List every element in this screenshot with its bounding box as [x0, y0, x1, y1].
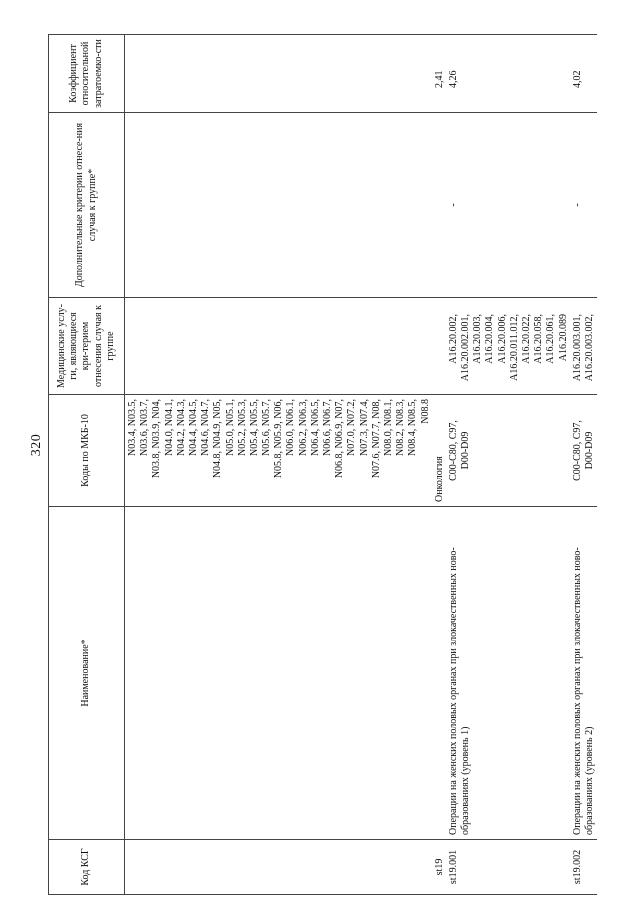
- table-row: [447, 35, 571, 895]
- header-mkb: Коды по МКБ-10: [49, 395, 125, 507]
- mkb-line: N08.2, N08.3,: [395, 399, 407, 456]
- mkb-line: N05.6, N05.7,: [261, 399, 273, 456]
- header-services: Медицинские услу-ги, являющиеся кри-терием отнесения случая к группе: [49, 298, 125, 395]
- mkb-line: C00-C80, C97,: [571, 420, 583, 481]
- mkb-line: N05.2, N05.3,: [236, 399, 248, 456]
- service-code: A16.20.003.001,: [571, 314, 583, 382]
- service-code: A16.20.003,: [472, 314, 484, 364]
- mkb-line: N05.8, N05.9, N06,: [273, 399, 285, 479]
- mkb-line: N06.4, N06.5,: [309, 399, 321, 456]
- mkb-line: N03.8, N03.9, N04,: [151, 399, 163, 479]
- row-mkb-cell: [447, 395, 571, 507]
- row-services-cell: [447, 298, 571, 395]
- row-criteria: -: [571, 113, 597, 298]
- service-code: A16.20.004,: [484, 314, 496, 364]
- table-header-row: [49, 35, 125, 895]
- service-code: A16.20.089: [557, 314, 569, 362]
- continuation-mkb-cell: [125, 395, 433, 507]
- row-coef: 4,02: [571, 35, 597, 113]
- header-coef: Коэффициент относительной затратоемко-сти: [49, 35, 125, 113]
- mkb-line: N08.0, N08.1,: [382, 399, 394, 456]
- row-coef: 4,26: [447, 35, 571, 113]
- row-criteria: -: [447, 113, 571, 298]
- mkb-line: N05.0, N05.1,: [224, 399, 236, 456]
- mkb-line: N04.6, N04.7,: [200, 399, 212, 456]
- mkb-line: N06.6, N06.7,: [322, 399, 333, 456]
- mkb-line: N07.3, N07.4,: [358, 399, 370, 456]
- mkb-line: N03.4, N03.5,: [127, 399, 138, 456]
- mkb-line: N03.6, N03.7,: [139, 399, 151, 456]
- service-code: A16.20.002.001,: [460, 314, 472, 382]
- group-coef: 2,41: [433, 35, 447, 113]
- row-name: Операции на женских половых органах при злокачественных ново-образованиях (уровень 1): [447, 507, 571, 840]
- service-code: A16.20.058,: [533, 314, 545, 364]
- mkb-line: N04.8, N04.9, N05,: [212, 399, 224, 479]
- header-criteria: Дополнительные критерии отнесе-ния случая к группе*: [49, 113, 125, 298]
- page-number: 320: [29, 433, 44, 457]
- header-name: Наименование*: [49, 507, 125, 840]
- mkb-line: N07.6, N07.7, N08,: [370, 399, 382, 479]
- header-code: Код КСГ: [49, 840, 125, 895]
- mkb-line: N08.8: [419, 399, 431, 424]
- service-code: A16.20.022,: [521, 314, 532, 364]
- row-name: Операции на женских половых органах при злокачественных ново-образованиях (уровень 2): [571, 507, 597, 840]
- row-code: st19.001: [447, 840, 571, 895]
- table-row: [125, 35, 433, 895]
- mkb-line: N06.0, N06.1,: [285, 399, 297, 456]
- mkb-line: N05.4, N05.5,: [248, 399, 260, 456]
- row-mkb-cell: [571, 395, 597, 507]
- mkb-line: C00-C80, C97,: [447, 420, 459, 481]
- row-services-cell: [571, 298, 597, 395]
- mkb-line: N04.4, N04.5,: [187, 399, 199, 456]
- service-code: A16.20.003.002,: [583, 314, 595, 382]
- table-row: [571, 35, 597, 895]
- mkb-line: N04.0, N04.1,: [163, 399, 175, 456]
- ksg-table: [48, 34, 597, 895]
- group-code: st19: [433, 840, 447, 895]
- service-code: A16.20.061,: [545, 314, 557, 364]
- service-code: A16.20.002,: [447, 314, 459, 364]
- mkb-line: N07.0, N07.2,: [346, 399, 358, 456]
- table-row-group: [433, 35, 447, 895]
- row-code: st19.002: [571, 840, 597, 895]
- mkb-line: N06.8, N06.9, N07,: [334, 399, 346, 479]
- mkb-line: N06.2, N06.3,: [297, 399, 309, 456]
- mkb-line: N04.2, N04.3,: [175, 399, 187, 456]
- mkb-line: N08.4, N08.5,: [407, 399, 419, 456]
- mkb-line: D00-D09: [583, 431, 595, 470]
- service-code: A16.20.011.012,: [508, 314, 520, 381]
- mkb-line: D00-D09: [460, 431, 472, 470]
- service-code: A16.20.006,: [496, 314, 508, 364]
- group-name: Онкология: [433, 395, 447, 507]
